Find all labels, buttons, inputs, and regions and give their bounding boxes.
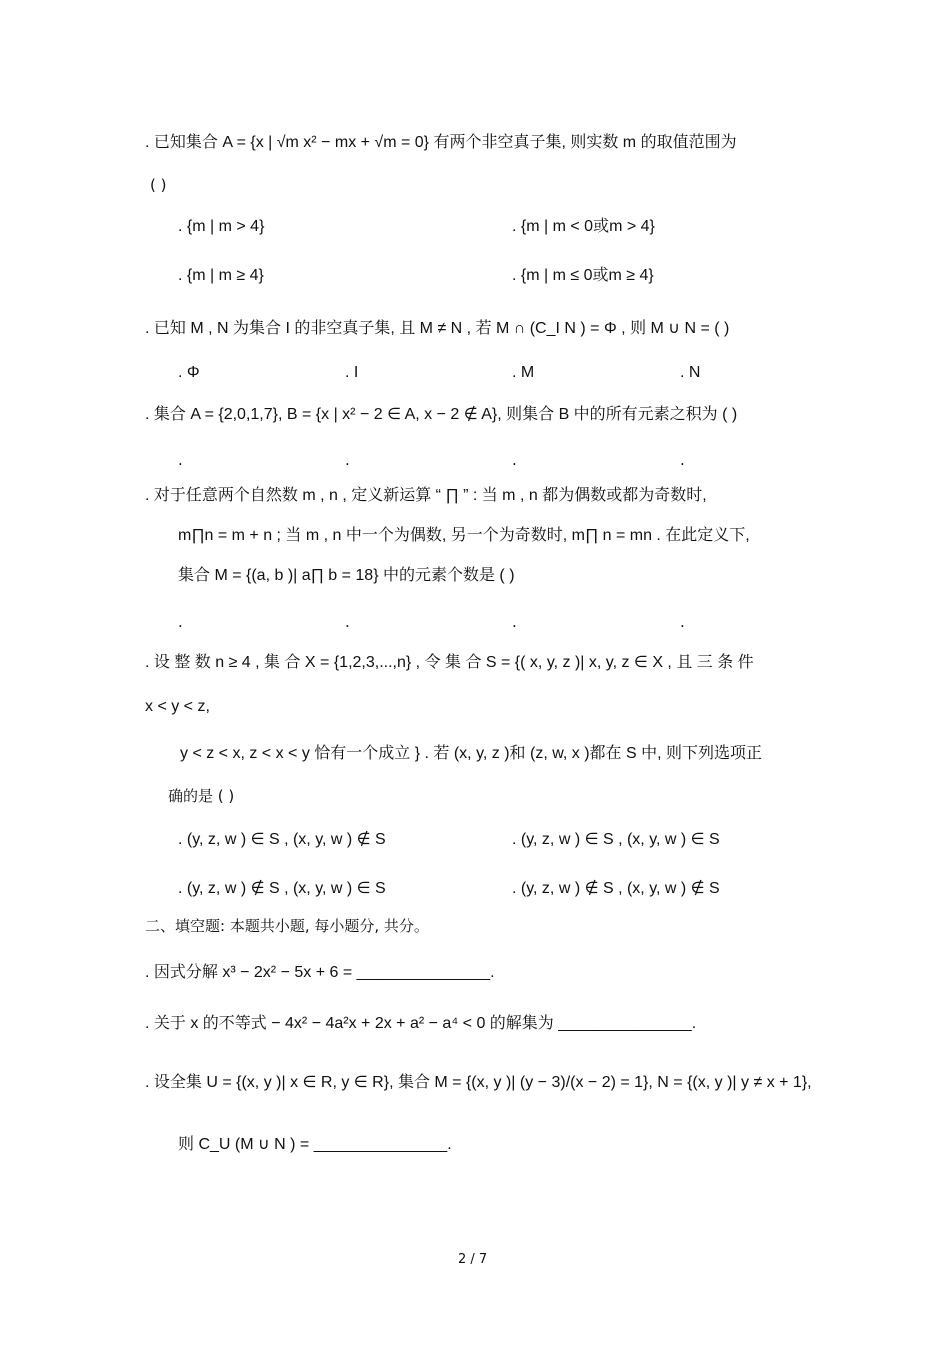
q3-option-a: . — [178, 451, 183, 469]
q3-option-b: . — [345, 451, 350, 469]
q5-option-b: . (y, z, w ) ∈ S , (x, y, w ) ∈ S — [512, 831, 720, 848]
q8-stem-line-2: 则 C_U (M ∪ N ) = _______________. — [178, 1136, 452, 1153]
q8-stem-line-1: . 设全集 U = {(x, y )| x ∈ R, y ∈ R}, 集合 M = {(x, y )| (y − 3)/(x − 2) = 1}, N = {(x, y )| y ≠ x + 1}, — [145, 1074, 812, 1091]
q5-stem-line-2: x < y < z, — [145, 698, 210, 715]
q5-option-d: . (y, z, w ) ∉ S , (x, y, w ) ∉ S — [512, 880, 720, 897]
q4-option-a: . — [178, 613, 183, 631]
q1-stem: . 已知集合 A = {x | √m x² − mx + √m = 0} 有两个非空真子集, 则实数 m 的取值范围为 — [145, 134, 737, 151]
section-heading-fill-in: 二、填空题: 本题共小题, 每小题分, 共分。 — [145, 917, 429, 935]
q4-stem-line-1: . 对于任意两个自然数 m , n , 定义新运算 “ ∏ ” : 当 m , n 都为偶数或都为奇数时, — [145, 487, 707, 504]
q3-stem: . 集合 A = {2,0,1,7}, B = {x | x² − 2 ∈ A, x − 2 ∉ A}, 则集合 B 中的所有元素之积为 ( ) — [145, 406, 738, 423]
q5-option-a: . (y, z, w ) ∈ S , (x, y, w ) ∉ S — [178, 831, 386, 848]
q5-stem-line-3: y < z < x, z < x < y 恰有一个成立 } . 若 (x, y, z )和 (z, w, x )都在 S 中, 则下列选项正 — [180, 745, 762, 762]
q2-option-a: . Φ — [178, 364, 200, 381]
q1-blank-paren: ( ) — [150, 176, 167, 194]
q3-option-d: . — [680, 451, 685, 469]
q4-option-d: . — [680, 613, 685, 631]
q4-stem-line-3: 集合 M = {(a, b )| a∏ b = 18} 中的元素个数是 ( ) — [178, 567, 515, 584]
q2-option-c: . M — [512, 364, 535, 381]
q5-option-c: . (y, z, w ) ∉ S , (x, y, w ) ∈ S — [178, 880, 386, 897]
q1-option-c: . {m | m ≥ 4} — [178, 267, 264, 284]
q1-option-b: . {m | m < 0或m > 4} — [512, 218, 655, 235]
q2-option-b: . I — [345, 364, 359, 381]
q2-option-d: . N — [680, 364, 701, 381]
q1-option-a: . {m | m > 4} — [178, 218, 265, 235]
q5-stem-line-4: 确的是 ( ) — [168, 787, 235, 805]
q1-option-d: . {m | m ≤ 0或m ≥ 4} — [512, 267, 654, 284]
q3-option-c: . — [512, 451, 517, 469]
q4-option-b: . — [345, 613, 350, 631]
q4-option-c: . — [512, 613, 517, 631]
q7-stem: . 关于 x 的不等式 − 4x² − 4a²x + 2x + a² − a⁴ < 0 的解集为 _______________. — [145, 1015, 697, 1032]
q2-stem: . 已知 M , N 为集合 I 的非空真子集, 且 M ≠ N , 若 M ∩ (C_I N ) = Φ , 则 M ∪ N = ( ) — [145, 320, 730, 337]
q5-stem-line-1: . 设 整 数 n ≥ 4 , 集 合 X = {1,2,3,...,n} , 令 集 合 S = {( x, y, z )| x, y, z ∈ X , 且 三 条 件 — [145, 654, 754, 671]
page-number: 2 / 7 — [458, 1252, 488, 1267]
q4-stem-line-2: m∏n = m + n ; 当 m , n 中一个为偶数, 另一个为奇数时, m∏ n = mn . 在此定义下, — [178, 527, 750, 544]
q6-stem: . 因式分解 x³ − 2x² − 5x + 6 = _______________. — [145, 964, 495, 981]
